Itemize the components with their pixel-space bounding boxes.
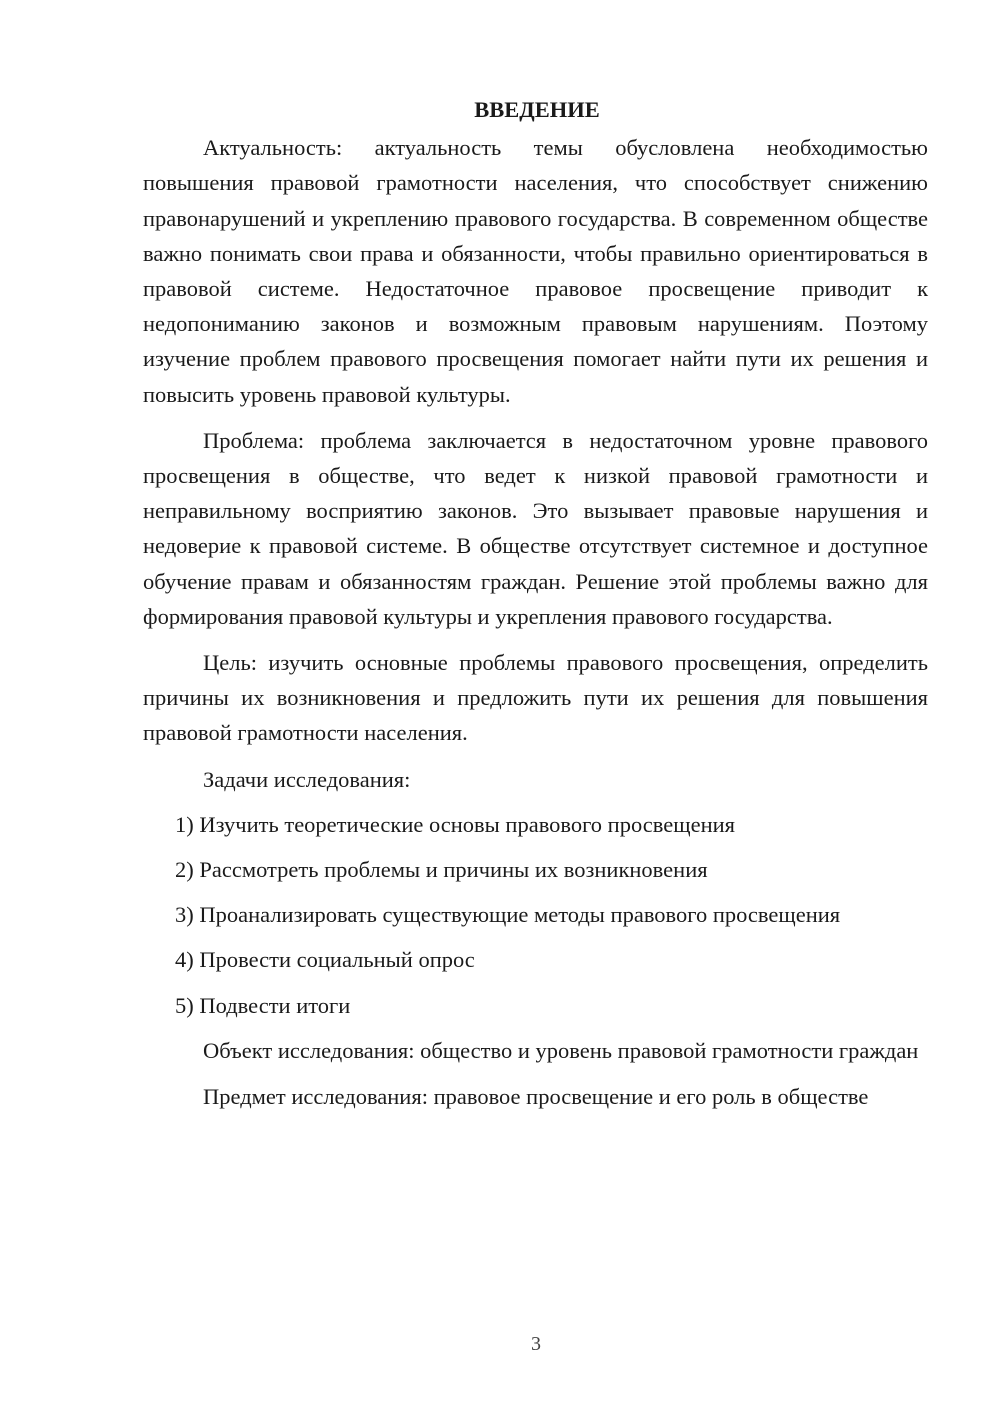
document-body: [143, 92, 928, 1125]
task-item: 3) Проанализировать существующие методы правового просвещения: [175, 902, 841, 928]
task-item: 5) Подвести итоги: [175, 992, 351, 1018]
task-item: 2) Рассмотреть проблемы и причины их возникновения: [175, 857, 708, 883]
task-item: 4) Провести социальный опрос: [175, 947, 475, 973]
page-number: 3: [531, 1333, 541, 1355]
task-item: 1) Изучить теоретические основы правового просвещения: [175, 811, 735, 837]
research-subject-paragraph: Предмет исследования: правовое просвещение и его роль в обществе: [203, 1084, 869, 1110]
section-title: ВВЕДЕНИЕ: [474, 97, 600, 122]
research-object-paragraph: Объект исследования: общество и уровень правовой грамотности граждан: [203, 1037, 919, 1063]
tasks-list: [143, 807, 928, 1023]
relevance-paragraph: Актуальность: актуальность темы обусловлена необходимостью повышения правовой грамотности населения, что способствует снижению правонарушений и укреплению правового государства. В современном обществе важно понимать свои права и обязанности, чтобы правильно ориентироваться в правовой системе. Недостаточное правовое просвещение приводит к недопониманию законов и возможным правовым нарушениям. Поэтому изучение проблем правового просвещения помогает найти пути их решения и повысить уровень правовой культуры.: [143, 135, 928, 407]
tasks-heading: Задачи исследования:: [203, 766, 411, 792]
problem-paragraph: Проблема: проблема заключается в недостаточном уровне правового просвещения в обществе, что ведет к низкой правовой грамотности и неправильному восприятию законов. Это вызывает правовые нарушения и недоверие к правовой системе. В обществе отсутствует системное и доступное обучение правам и обязанностям граждан. Решение этой проблемы важно для формирования правовой культуры и укрепления правового государства.: [143, 427, 928, 629]
goal-paragraph: Цель: изучить основные проблемы правового просвещения, определить причины их возникновения и предложить пути их решения для повышения правовой грамотности населения.: [143, 650, 928, 746]
